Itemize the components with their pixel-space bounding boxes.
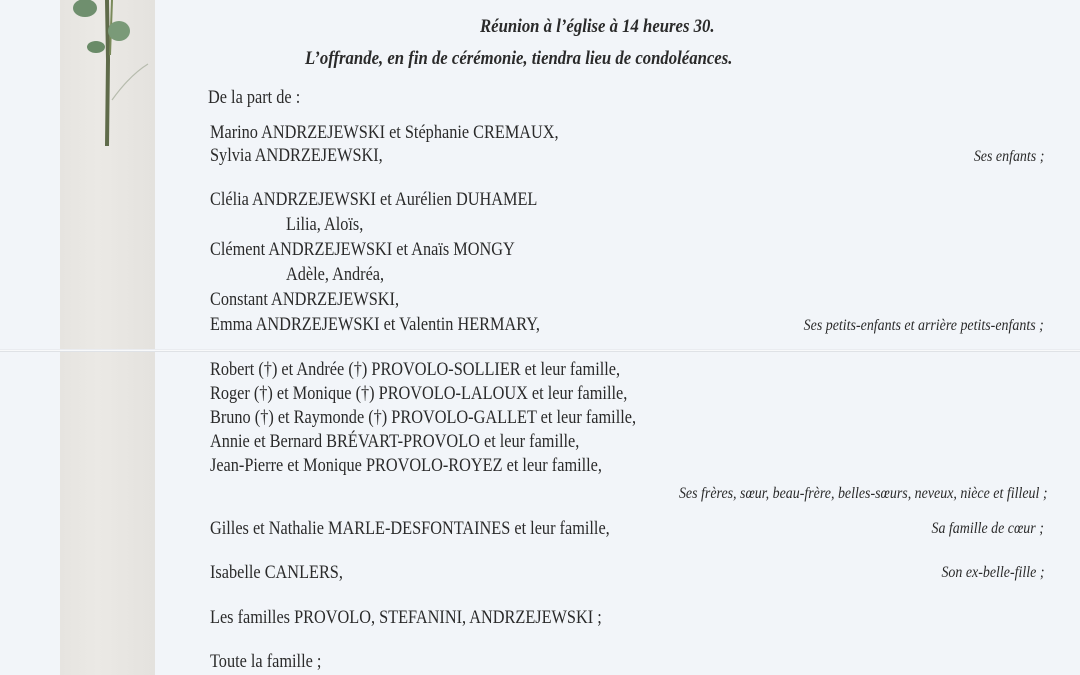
family-line: Annie et Bernard BRÉVART-PROVOLO et leur famille, (210, 432, 580, 452)
relation-label: Ses frères, sœur, beau-frère, belles-sœurs, neveux, nièce et filleul ; (679, 485, 1048, 502)
family-line: Jean-Pierre et Monique PROVOLO-ROYEZ et leur famille, (210, 456, 602, 476)
meeting-time-text: Réunion à l’église à 14 heures 30. (480, 16, 715, 37)
family-line: Gilles et Nathalie MARLE-DESFONTAINES et leur famille, (210, 519, 610, 539)
family-line: Marino ANDRZEJEWSKI et Stéphanie CREMAUX, (210, 123, 559, 143)
rose-stem-icon (60, 0, 155, 150)
intro-text: De la part de : (208, 88, 301, 108)
relation-label: Sa famille de cœur ; (931, 520, 1044, 537)
family-line: Roger (†) et Monique (†) PROVOLO-LALOUX et leur famille, (210, 384, 628, 404)
family-line: Isabelle CANLERS, (210, 563, 343, 583)
family-line: Sylvia ANDRZEJEWSKI, (210, 146, 383, 166)
family-line: Toute la famille ; (210, 652, 322, 672)
family-line: Les familles PROVOLO, STEFANINI, ANDRZEJEWSKI ; (210, 608, 602, 628)
family-line: Robert (†) et Andrée (†) PROVOLO-SOLLIER et leur famille, (210, 360, 621, 380)
family-line: Lilia, Aloïs, (286, 215, 364, 235)
family-line: Bruno (†) et Raymonde (†) PROVOLO-GALLET et leur famille, (210, 408, 637, 428)
family-line: Adèle, Andréa, (286, 265, 385, 285)
family-line: Clément ANDRZEJEWSKI et Anaïs MONGY (210, 240, 515, 260)
family-line: Clélia ANDRZEJEWSKI et Aurélien DUHAMEL (210, 190, 538, 210)
paper-fold-line (0, 349, 1080, 352)
family-line: Constant ANDRZEJEWSKI, (210, 290, 400, 310)
family-line: Emma ANDRZEJEWSKI et Valentin HERMARY, (210, 315, 540, 335)
relation-label: Ses enfants ; (973, 148, 1044, 165)
relation-label: Son ex-belle-fille ; (940, 564, 1044, 581)
relation-label: Ses petits-enfants et arrière petits-enfants ; (803, 317, 1044, 334)
offering-text: L’offrande, en fin de cérémonie, tiendra lieu de condoléances. (305, 48, 733, 69)
